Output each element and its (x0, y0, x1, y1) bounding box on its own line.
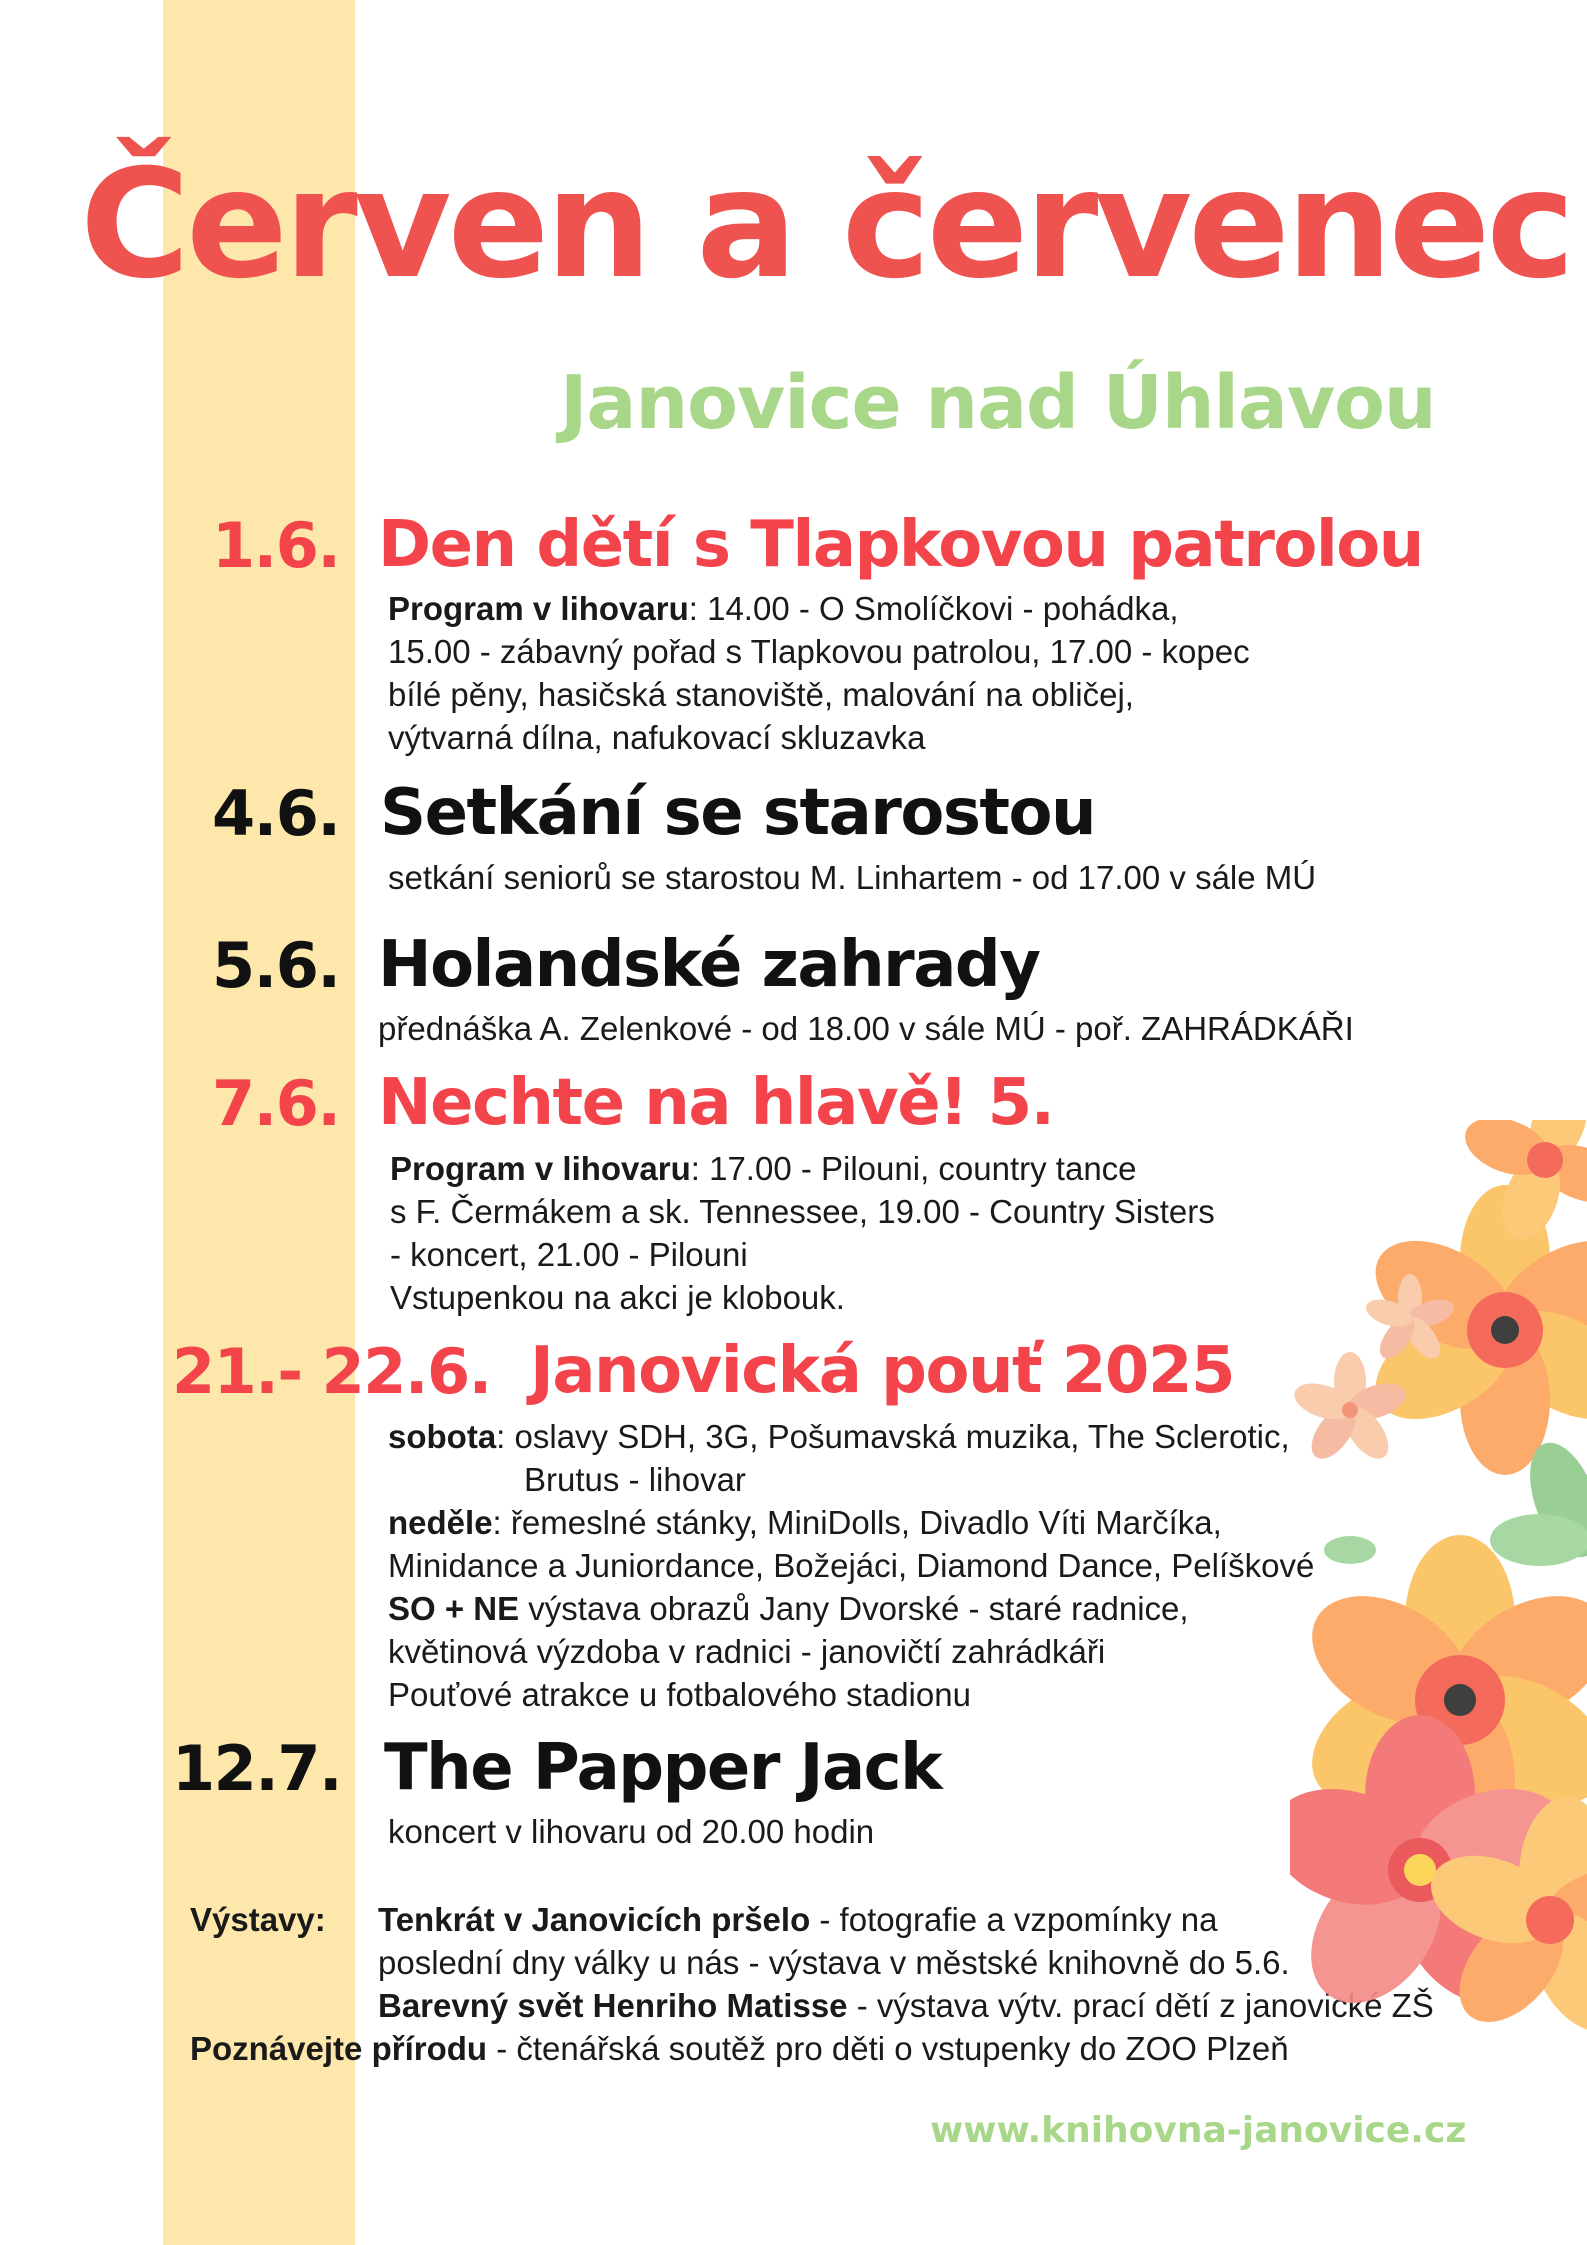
exhibitions-list: Tenkrát v Janovicích pršelo - fotografie a vzpomínky na poslední dny války u nás - výstava v městské knihovně do 5.6. Barevný svět Henriho Matisse - výstava výtv. prací dětí z janovické ZŠ (378, 1901, 1434, 2024)
website-link[interactable]: www.knihovna-janovice.cz (930, 2110, 1467, 2151)
sunday-label: neděle (388, 1504, 493, 1541)
event-date: 4.6. (212, 777, 340, 850)
event-date: 1.6. (212, 509, 340, 582)
weekend-label: SO + NE (388, 1590, 520, 1627)
event-date: 12.7. (172, 1732, 342, 1805)
event-title: Nechte na hlavě! 5. (378, 1066, 1054, 1140)
event-date: 5.6. (212, 929, 340, 1002)
program-label: Program v lihovaru (390, 1150, 691, 1187)
event-description: koncert v lihovaru od 20.00 hodin (388, 1813, 875, 1850)
event-description: sobota: oslavy SDH, 3G, Pošumavská muzika, The Sclerotic, Brutus - lihovar neděle: řemeslné stánky, MiniDolls, Divadlo Víti Marčíka, Minidance a Juniordance, Božejáci, Diamond Dance, Pelíškové SO + NE výstava obrazů Jany Dvorské - staré radnice, květinová výzdoba v radnici - janovičtí zahrádkáři Pouťové atrakce u fotbalového stadionu (388, 1418, 1315, 1713)
event-title: Holandské zahrady (378, 928, 1040, 1002)
event-description: Program v lihovaru: 14.00 - O Smolíčkovi - pohádka, 15.00 - zábavný pořad s Tlapkovou patrolou, 17.00 - kopec bílé pěny, hasičská stanoviště, malování na obličej, výtvarná dílna, nafukovací skluzavka (388, 590, 1250, 756)
event-title: Setkání se starostou (380, 776, 1096, 850)
event-description: setkání seniorů se starostou M. Linhartem - od 17.00 v sále MÚ (388, 859, 1317, 896)
event-description: Program v lihovaru: 17.00 - Pilouni, country tance s F. Čermákem a sk. Tennessee, 19.00 - Country Sisters - koncert, 21.00 - Pilouni Vstupenkou na akci je klobouk. (390, 1150, 1215, 1316)
competition-line: Poznávejte přírodu - čtenářská soutěž pro děti o vstupenky do ZOO Plzeň (190, 2030, 1289, 2067)
flower-decoration-icon (1290, 1120, 1587, 2120)
page-title: Červen a červenec (80, 138, 1572, 312)
exhibitions-label: Výstavy: (190, 1901, 326, 1938)
exhibition-title: Tenkrát v Janovicích pršelo (378, 1901, 811, 1938)
competition-title: Poznávejte přírodu (190, 2030, 488, 2067)
event-date: 21.- 22.6. (172, 1335, 491, 1408)
event-title: Janovická pouť 2025 (530, 1334, 1234, 1408)
program-label: Program v lihovaru (388, 590, 689, 627)
saturday-label: sobota (388, 1418, 497, 1455)
page-subtitle: Janovice nad Úhlavou (560, 360, 1436, 446)
event-title: Den dětí s Tlapkovou patrolou (378, 508, 1423, 582)
exhibition-title: Barevný svět Henriho Matisse (378, 1987, 848, 2024)
event-date: 7.6. (212, 1067, 340, 1140)
event-title: The Papper Jack (384, 1731, 942, 1805)
event-description: přednáška A. Zelenkové - od 18.00 v sále MÚ - poř. ZAHRÁDKÁŘI (378, 1010, 1354, 1047)
